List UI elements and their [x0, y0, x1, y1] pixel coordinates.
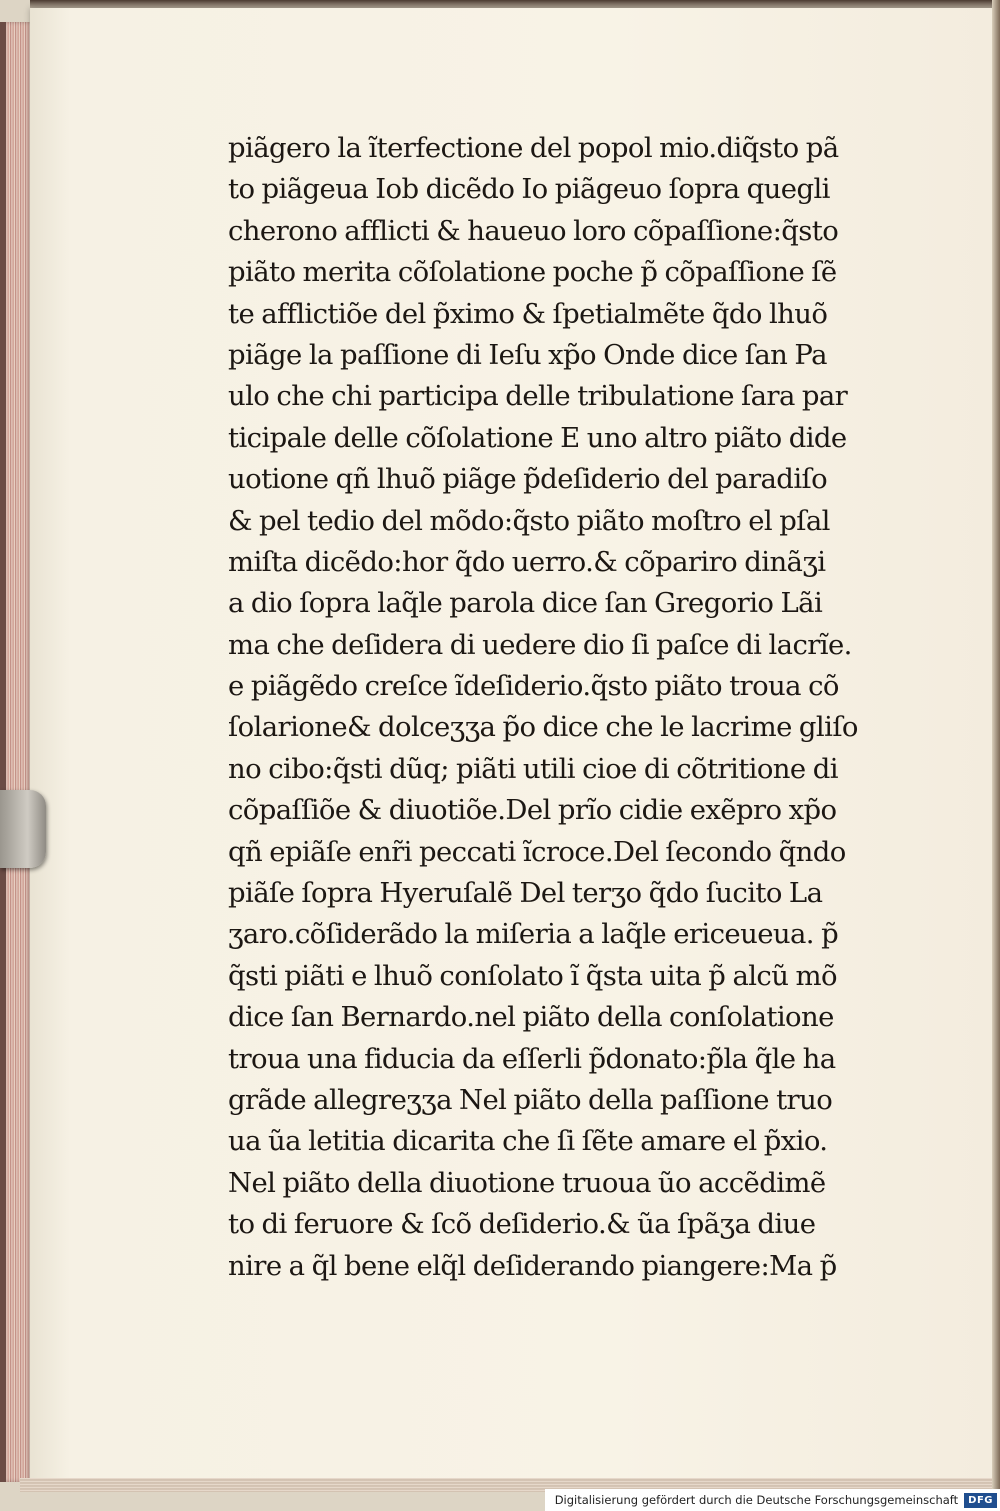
text-line: ma che deſidera di uedere dio ſi paſce di lacrĩe. [228, 628, 852, 661]
text-line: to piãgeua Iob dicẽdo Io piãgeuo ſopra quegli [228, 173, 830, 206]
text-line: uotione qñ lhuõ piãge p̃deſiderio del paradiſo [228, 463, 828, 496]
text-line: grãde allegreʒʒa Nel piãto della paſſione truo [228, 1083, 833, 1116]
text-line: & pel tedio del mõdo:q̃sto piãto moſtro el pſal [228, 504, 830, 537]
credit-text: Digitalisierung gefördert durch die Deutsche Forschungsgemeinschaft [554, 1493, 959, 1507]
text-line: ticipale delle cõſolatione E uno altro piãto dide [228, 421, 847, 454]
text-line: Nel piãto della diuotione truoua ũo accẽdimẽ [228, 1166, 826, 1199]
text-line: troua una fiducia da eſſerli p̃donato:p̃la q̃le ha [228, 1042, 836, 1075]
text-line: ulo che chi participa delle tribulatione ſara par [228, 380, 848, 413]
text-line: piãge la paſſione di Ieſu xp̃o Onde dice ſan Pa [228, 338, 827, 371]
text-line: to di feruore & ſcõ deſiderio.& ũa ſpãʒa diue [228, 1208, 816, 1241]
text-line: piãſe ſopra Hyeruſalẽ Del terʒo q̃do ſucito La [228, 877, 823, 910]
left-binding-edge [0, 22, 6, 1482]
text-line: cherono afflicti & haueuo loro cõpaſſione:q̃sto [228, 214, 839, 247]
text-line: ſolarione& dolceʒʒa p̃o dice che le lacrime gliſo [228, 711, 858, 744]
text-line: ʒaro.cõſiderãdo la miſeria a laq̃le ericeueua. p̃ [228, 918, 839, 951]
digitization-credit-bar [545, 1489, 1000, 1511]
text-line: cõpaſſiõe & diuotiõe.Del prĩo cidie exẽpro xp̃o [228, 794, 837, 827]
text-line: ua ũa letitia dicarita che ſi ſẽte amare el p̃xio. [228, 1125, 828, 1158]
text-line: piãgero la ĩterfectione del popol mio.diq̃sto pã [228, 132, 839, 164]
text-line: q̃sti piãti e lhuõ conſolato ĩ q̃sta uita p̃ alcũ mõ [228, 959, 837, 992]
printed-text-block [228, 128, 864, 1287]
text-line: piãto merita cõſolatione poche p̃ cõpaſſione ſẽ [228, 256, 837, 289]
dfg-logo: DFG [964, 1493, 997, 1508]
text-line: e piãgẽdo creſce ĩdeſiderio.q̃sto piãto troua cõ [228, 670, 839, 703]
text-line: no cibo:q̃sti dũq; piãti utili cioe di cõtritione di [228, 752, 838, 785]
text-line: miſta dicẽdo:hor q̃do uerro.& cõpariro dinãʒi [228, 545, 826, 578]
book-clasp [0, 790, 46, 868]
text-line: te afflictiõe del p̃ximo & ſpetialmẽte q̃do lhuõ [228, 297, 828, 330]
right-page-edge [992, 0, 1000, 1511]
text-line: a dio ſopra laq̃le parola dice ſan Gregorio Lãi [228, 587, 823, 620]
text-line: dice ſan Bernardo.nel piãto della conſolatione [228, 1001, 834, 1034]
text-line: qñ epiãſe enr̃i peccati ĩcroce.Del ſecondo q̃ndo [228, 835, 846, 868]
text-line: nire a q̃l bene elq̃l deſiderando piangere:Ma p̃ [228, 1249, 837, 1282]
